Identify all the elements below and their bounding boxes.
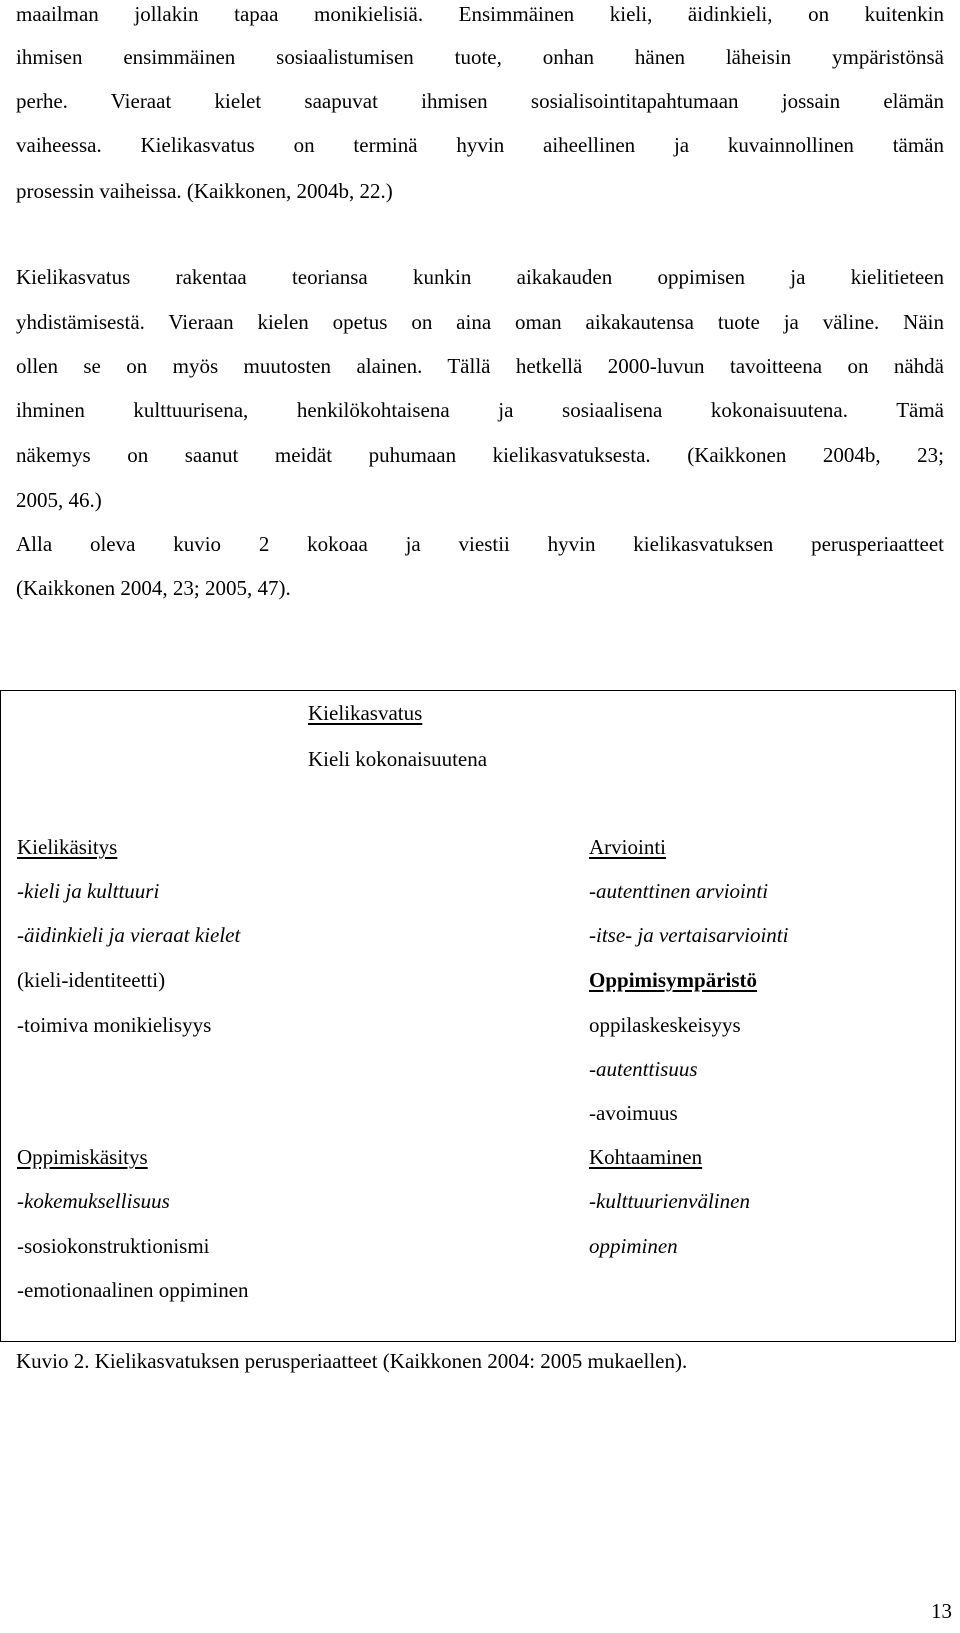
list-item: -autenttinen arviointi — [589, 879, 769, 903]
paragraph-line: maailman jollakin tapaa monikielisiä. Ensimmäinen kieli, äidinkieli, on kuitenkin — [16, 2, 944, 26]
heading-kohtaaminen: Kohtaaminen — [589, 1145, 703, 1169]
list-item: oppiminen — [589, 1234, 678, 1258]
heading-oppimisymparisto: Oppimisympäristö — [589, 968, 758, 992]
paragraph-line: 2005, 46.) — [16, 488, 102, 512]
list-item: (kieli-identiteetti) — [17, 968, 166, 992]
list-item: -kieli ja kulttuuri — [17, 879, 160, 903]
paragraph-line: Kielikasvatus rakentaa teoriansa kunkin aikakauden oppimisen ja kielitieteen — [16, 265, 944, 289]
paragraph-line: näkemys on saanut meidät puhumaan kielikasvatuksesta. (Kaikkonen 2004b, 23; — [16, 443, 944, 467]
list-item: -äidinkieli ja vieraat kielet — [17, 923, 241, 947]
paragraph-line: Alla oleva kuvio 2 kokoaa ja viestii hyvin kielikasvatuksen perusperiaatteet — [16, 532, 944, 556]
list-item: -kulttuurienvälinen — [589, 1189, 750, 1213]
heading-arviointi: Arviointi — [589, 835, 666, 859]
list-item: oppilaskeskeisyys — [589, 1013, 741, 1037]
paragraph-line: ollen se on myös muutosten alainen. Tällä hetkellä 2000-luvun tavoitteena on nähdä — [16, 354, 944, 378]
list-item: -toimiva monikielisyys — [17, 1013, 212, 1037]
list-item: -itse- ja vertaisarviointi — [589, 923, 789, 947]
paragraph-line: ihmisen ensimmäinen sosiaalistumisen tuote, onhan hänen läheisin ympäristönsä — [16, 45, 944, 69]
list-item: -sosiokonstruktionismi — [17, 1234, 210, 1258]
figure-box — [0, 690, 956, 1342]
figure-title: Kielikasvatus — [308, 701, 423, 725]
list-item: -emotionaalinen oppiminen — [17, 1278, 249, 1302]
paragraph-line: vaiheessa. Kielikasvatus on terminä hyvin aiheellinen ja kuvainnollinen tämän — [16, 133, 944, 157]
list-item: -avoimuus — [589, 1101, 678, 1125]
figure-subtitle: Kieli kokonaisuutena — [308, 747, 488, 771]
heading-oppimiskasitys: Oppimiskäsitys — [17, 1145, 148, 1169]
paragraph-line: perhe. Vieraat kielet saapuvat ihmisen sosialisointitapahtumaan jossain elämän — [16, 89, 944, 113]
page-number: 13 — [931, 1599, 952, 1623]
paragraph-line: yhdistämisestä. Vieraan kielen opetus on aina oman aikakautensa tuote ja väline. Näin — [16, 310, 944, 334]
heading-kielikasitys: Kielikäsitys — [17, 835, 118, 859]
paragraph-line: ihminen kulttuurisena, henkilökohtaisena ja sosiaalisena kokonaisuutena. Tämä — [16, 398, 944, 422]
figure-caption: Kuvio 2. Kielikasvatuksen perusperiaatteet (Kaikkonen 2004: 2005 mukaellen). — [16, 1349, 688, 1373]
paragraph-line: (Kaikkonen 2004, 23; 2005, 47). — [16, 576, 291, 600]
list-item: -kokemuksellisuus — [17, 1189, 170, 1213]
paragraph-line: prosessin vaiheissa. (Kaikkonen, 2004b, 22.) — [16, 179, 393, 203]
list-item: -autenttisuus — [589, 1057, 698, 1081]
